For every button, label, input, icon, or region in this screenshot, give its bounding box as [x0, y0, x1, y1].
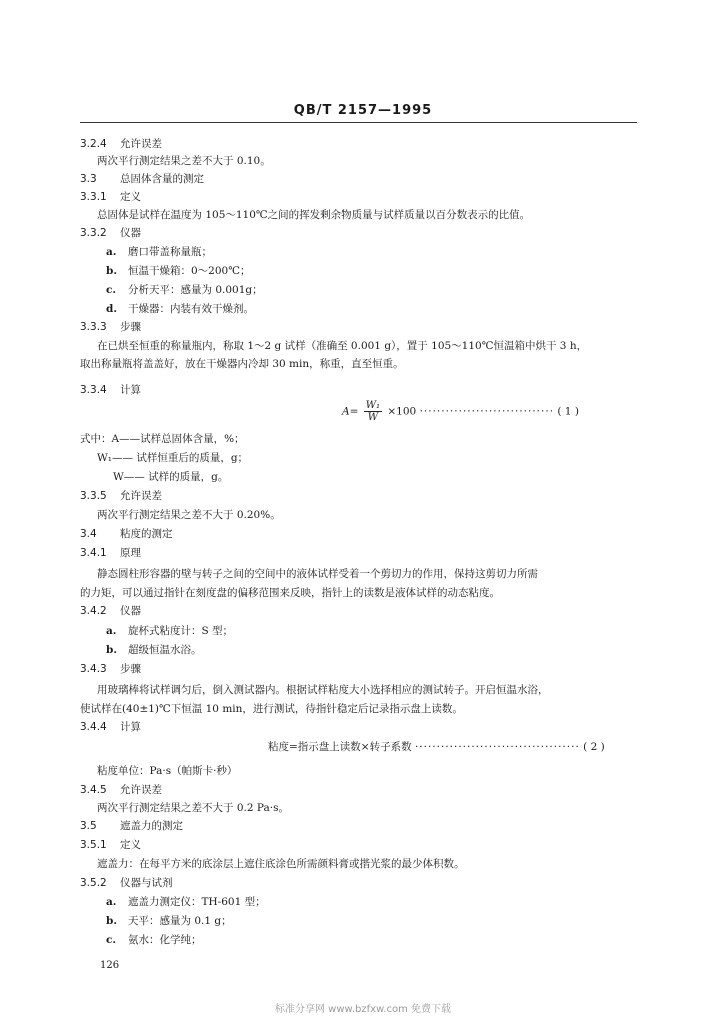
formula-1-lhs: A=	[342, 405, 359, 418]
line-text: 的力矩，可以通过指针在刻度盘的偏移范围来反映，指针上的读数是液体试样的动态粘度。	[80, 587, 500, 599]
section-heading	[80, 172, 204, 186]
list-item	[106, 283, 263, 297]
line-text: 两次平行测定结果之差不大于 0.20%。	[97, 509, 281, 521]
section-number: 3.3.4	[80, 384, 107, 396]
list-item-marker: a.	[106, 625, 117, 637]
line-text: 磨口带盖称量瓶；	[128, 246, 212, 258]
list-item	[106, 914, 232, 928]
formula-1-denominator: W	[367, 412, 379, 423]
text-line	[80, 702, 463, 716]
text-line	[97, 451, 248, 465]
line-text: 定义	[120, 191, 141, 203]
list-item	[106, 245, 212, 259]
line-text: 步骤	[120, 663, 141, 675]
section-number: 3.3.5	[80, 490, 107, 502]
list-item	[106, 643, 202, 657]
line-text: 粘度的测定	[120, 528, 173, 540]
section-heading	[80, 604, 141, 618]
line-text: 遮盖力：在每平方米的底涂层上遮住底涂色所需颜料膏或揩光浆的最少体积数。	[97, 858, 465, 870]
formula-1-eq-number: ( 1 )	[557, 405, 579, 418]
text-line	[97, 339, 587, 353]
section-number: 3.5.2	[80, 877, 107, 889]
header-rule	[80, 122, 637, 123]
section-number: 3.3	[80, 173, 97, 185]
section-heading	[80, 546, 141, 560]
section-number: 3.3.1	[80, 191, 107, 203]
section-number: 3.4.4	[80, 721, 107, 733]
formula-2-leader: ······································	[414, 741, 580, 753]
text-line	[97, 508, 281, 522]
line-text: 允许误差	[120, 138, 162, 150]
line-text: 静态圆柱形容器的壁与转子之间的空间中的液体试样受着一个剪切力的作用，保持这剪切力所需	[97, 568, 538, 580]
list-item-marker: c.	[106, 284, 117, 296]
text-line	[97, 857, 465, 871]
section-number: 3.2.4	[80, 138, 107, 150]
line-text: 分析天平：感量为 0.001g；	[128, 284, 263, 296]
list-item-marker: b.	[106, 265, 117, 277]
formula-2-text: 粘度=指示盘上读数×转子系数	[268, 741, 412, 753]
section-number: 3.3.2	[80, 227, 107, 239]
line-text: 总固体是试样在温度为 105～110℃之间的挥发剩余物质量与试样质量以百分数表示的比值。	[97, 209, 531, 221]
formula-1-leader: ·······························	[419, 405, 555, 418]
section-heading	[80, 190, 141, 204]
section-heading	[80, 720, 141, 734]
section-number: 3.5.1	[80, 839, 107, 851]
formula-1-numerator: W₁	[365, 400, 381, 411]
section-heading	[80, 320, 141, 334]
section-heading	[80, 383, 141, 397]
line-text: 粘度单位：Pa·s（帕斯卡·秒）	[97, 765, 238, 777]
formula-2	[268, 739, 605, 754]
line-text: 步骤	[120, 321, 141, 333]
section-number: 3.4.3	[80, 663, 107, 675]
line-text: 原理	[120, 547, 141, 559]
line-text: 计算	[120, 384, 141, 396]
line-text: 用玻璃棒将试样调匀后，倒入测试器内。根据试样粘度大小选择相应的测试转子。开启恒温水浴，	[97, 684, 549, 696]
line-text: 遮盖力的测定	[120, 820, 183, 832]
section-number: 3.4	[80, 528, 97, 540]
text-line	[97, 208, 530, 222]
text-line	[97, 801, 289, 815]
text-line	[80, 432, 245, 446]
text-line	[97, 764, 237, 778]
line-text: 式中：A——试样总固体含量，%；	[80, 433, 245, 445]
line-text: 计算	[120, 721, 141, 733]
list-item	[106, 895, 266, 909]
line-text: 仪器	[120, 605, 141, 617]
watermark-footer: 标准分享网 www.bzfxw.com 免费下载	[275, 1004, 451, 1015]
line-text: W₁—— 试样恒重后的质量，g；	[97, 452, 249, 464]
line-text: 超级恒温水浴。	[128, 644, 202, 656]
line-text: 恒温干燥箱：0～200℃；	[128, 265, 251, 277]
text-line	[80, 357, 404, 371]
line-text: 旋杯式粘度计：S 型；	[128, 625, 234, 637]
line-text: 在已烘至恒重的称量瓶内，称取 1～2 g 试样（准确至 0.001 g），置于 105～110℃恒温箱中烘干 3 h，	[97, 340, 588, 352]
text-line	[97, 567, 538, 581]
page-number: 126	[100, 960, 120, 971]
section-number: 3.3.3	[80, 321, 107, 333]
text-line	[80, 586, 500, 600]
text-line	[97, 154, 271, 168]
formula-1	[342, 400, 579, 423]
list-item-marker: a.	[106, 896, 117, 908]
section-heading	[80, 226, 141, 240]
list-item	[106, 264, 250, 278]
list-item-marker: d.	[106, 303, 117, 315]
line-text: 干燥器：内装有效干燥剂。	[128, 303, 254, 315]
line-text: 取出称量瓶将盖盖好，放在干燥器内冷却 30 min，称重，直至恒重。	[80, 358, 404, 370]
list-item-marker: b.	[106, 915, 117, 927]
section-heading	[80, 819, 183, 833]
section-heading	[80, 137, 162, 151]
line-text: 允许误差	[120, 784, 162, 796]
section-heading	[80, 489, 162, 503]
section-number: 3.4.2	[80, 605, 107, 617]
line-text: W—— 试样的质量，g。	[113, 471, 229, 483]
list-item-marker: c.	[106, 934, 117, 946]
list-item	[106, 933, 202, 947]
section-heading	[80, 838, 141, 852]
section-heading	[80, 527, 173, 541]
section-number: 3.4.1	[80, 547, 107, 559]
text-line	[113, 470, 228, 484]
text-line	[97, 683, 549, 697]
section-number: 3.4.5	[80, 784, 107, 796]
list-item	[106, 624, 233, 638]
line-text: 定义	[120, 839, 141, 851]
formula-2-eq-number: ( 2 )	[583, 741, 605, 753]
section-heading	[80, 876, 173, 890]
standard-number-header: QB/T 2157—1995	[293, 103, 433, 118]
line-text: 仪器与试剂	[120, 877, 173, 889]
line-text: 天平：感量为 0.1 g；	[128, 915, 232, 927]
line-text: 遮盖力测定仪：TH-601 型；	[128, 896, 266, 908]
line-text: 总固体含量的测定	[120, 173, 204, 185]
section-number: 3.5	[80, 820, 97, 832]
line-text: 两次平行测定结果之差不大于 0.10。	[97, 155, 271, 167]
line-text: 仪器	[120, 227, 141, 239]
line-text: 使试样在(40±1)℃下恒温 10 min，进行测试，待指针稳定后记录指示盘上读数。	[80, 703, 463, 715]
section-heading	[80, 662, 141, 676]
list-item-marker: b.	[106, 644, 117, 656]
line-text: 允许误差	[120, 490, 162, 502]
section-heading	[80, 783, 162, 797]
formula-1-fraction	[364, 400, 382, 423]
formula-1-rhs: ×100	[387, 405, 417, 418]
line-text: 氨水：化学纯；	[128, 934, 202, 946]
line-text: 两次平行测定结果之差不大于 0.2 Pa·s。	[97, 802, 289, 814]
list-item	[106, 302, 254, 316]
list-item-marker: a.	[106, 246, 117, 258]
